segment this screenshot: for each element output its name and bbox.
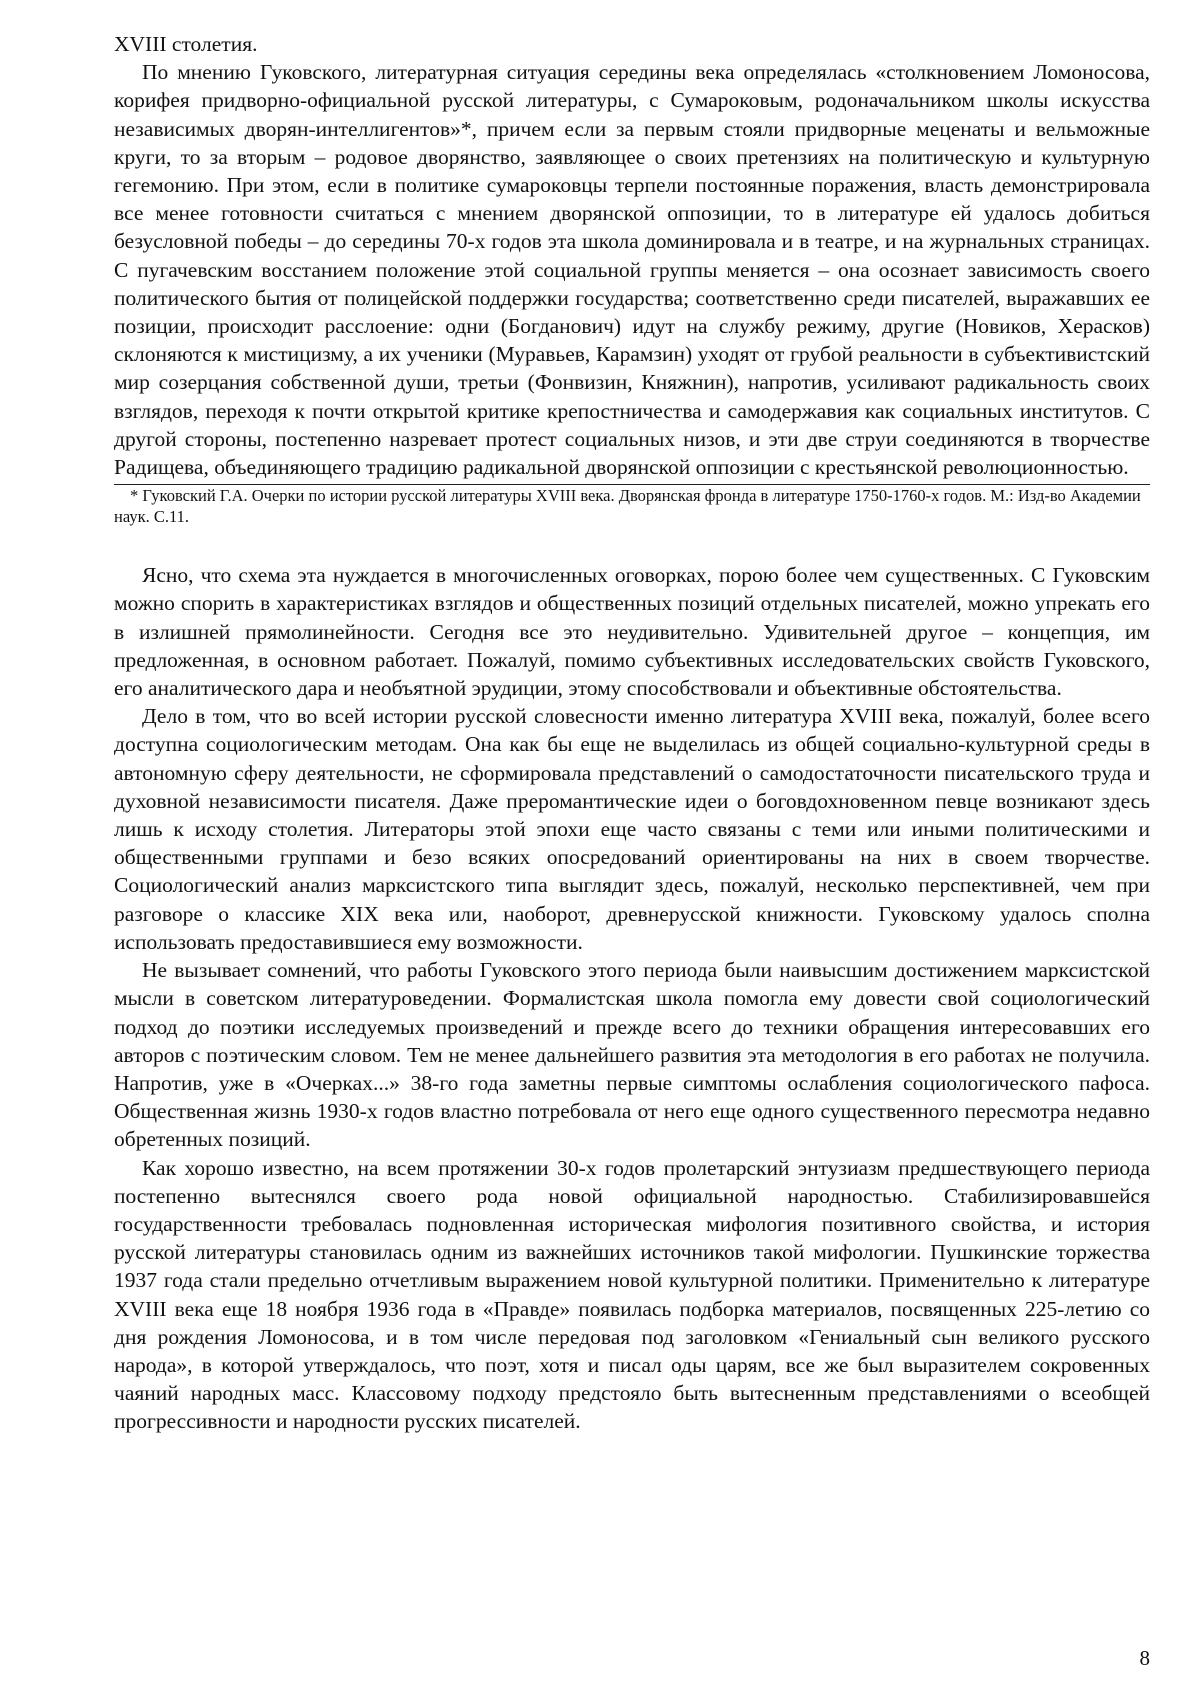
paragraph-gukovsky-opinion: По мнению Гуковского, литературная ситуация середины века определялась «столкновением Ломоносова, корифея придворно-официальной русской литературы, с Сумароковым, родоначальником школы искусства независимых дворян-интеллигентов»*, причем если за первым стояли придворные меценаты и вельможные круги, то за вторым – родовое дворянство, заявляющее о своих претензиях на политическую и культурную гегемонию. При этом, если в политике сумароковцы терпели постоянные поражения, власть демонстрировала все менее готовности считаться с мнением дворянской оппозиции, то в литературе ей удалось добиться безусловной победы – до середины 70-х годов эта школа доминировала и в театре, и на журнальных страницах. С пугачевским восстанием положение этой социальной группы меняется – она осознает зависимость своего политического бытия от полицейской поддержки государства; соответственно среди писателей, выражавших ее позиции, происходит расслоение: одни (Богданович) идут на службу режиму, другие (Новиков, Херасков) склоняются к мистицизму, а их ученики (Муравьев, Карамзин) уходят от грубой реальности в субъективистский мир созерцания собственной души, третьи (Фонвизин, Княжнин), напротив, усиливают радикальность своих взглядов, переходя к почти открытой критике крепостничества и самодержавия как социальных институтов. С другой стороны, постепенно назревает протест социальных низов, и эти две струи соединяются в творчестве Радищева, объединяющего традицию радикальной дворянской оппозиции с крестьянской революционностью.	[114, 60, 1150, 480]
page-body	[114, 30, 1150, 1436]
text-continuation: XVIII столетия.	[114, 32, 258, 56]
spacer	[114, 527, 1150, 561]
paragraph-official-nationality: Как хорошо известно, на всем протяжении 30-х годов пролетарский энтузиазм предшествующего периода постепенно вытеснялся своего рода новой официальной народностью. Стабилизировавшейся государственности требовалась подновленная историческая мифология позитивного свойства, и история русской литературы становилась одним из важнейших источников такой мифологии. Пушкинские торжества 1937 года стали предельно отчетливым выражением новой культурной политики. Применительно к литературе XVIII века еще 18 ноября 1936 года в «Правде» появилась подборка материалов, посвященных 225-летию со дня рождения Ломоносова, и в том числе передовая под заголовком «Гениальный сын великого русского народа», в которой утверждалось, что поэт, хотя и писал оды царям, все же был выразителем сокровенных чаяний народных масс. Классовому подходу предстояло быть вытесненным представлениями о всеобщей прогрессивности и народности русских писателей.	[114, 1155, 1150, 1434]
paragraph-marxist-achievement: Не вызывает сомнений, что работы Гуковского этого периода были наивысшим достижением марксистской мысли в советском литературоведении. Формалистская школа помогла ему довести свой социологический подход до поэтики исследуемых произведений и прежде всего до техники обращения интересовавших его авторов с поэтическим словом. Тем не менее дальнейшего развития эта методология в его работах не получила. Напротив, уже в «Очерках...» 38-го года заметны первые симптомы ослабления социологического пафоса. Общественная жизнь 1930-х годов властно потребовала от него еще одного существенного пересмотра недавно обретенных позиций.	[114, 958, 1150, 1152]
footnote: * Гуковский Г.А. Очерки по истории русской литературы XVIII века. Дворянская фронда в литературе 1750-1760-х годов. М.: Изд-во Академии наук. С.11.	[114, 486, 1141, 527]
paragraph-sociological-methods: Дело в том, что во всей истории русской словесности именно литература XVIII века, пожалуй, более всего доступна социологическим методам. Она как бы еще не выделилась из общей социально-культурной среды в автономную сферу деятельности, не сформировала представлений о самодостаточности писательского труда и духовной независимости писателя. Даже преромантические идеи о боговдохновенном певце возникают здесь лишь к исходу столетия. Литераторы этой эпохи еще часто связаны с теми или иными политическими и общественными группами и безо всяких опосредований ориентированы на них в своем творчестве. Социологический анализ марксистского типа выглядит здесь, пожалуй, несколько перспективней, чем при разговоре о классике XIX века или, наоборот, древнерусской книжности. Гуковскому удалось сполна использовать предоставившиеся ему возможности.	[114, 704, 1150, 954]
page-number: 8	[1139, 1646, 1150, 1670]
paragraph-scheme-caveats: Ясно, что схема эта нуждается в многочисленных оговорках, порою более чем существенных. С Гуковским можно спорить в характеристиках взглядов и общественных позиций отдельных писателей, можно упрекать его в излишней прямолинейности. Сегодня все это неудивительно. Удивительней другое – концепция, им предложенная, в основном работает. Пожалуй, помимо субъективных исследовательских свойств Гуковского, его аналитического дара и необъятной эрудиции, этому способствовали и объективные обстоятельства.	[114, 563, 1150, 701]
